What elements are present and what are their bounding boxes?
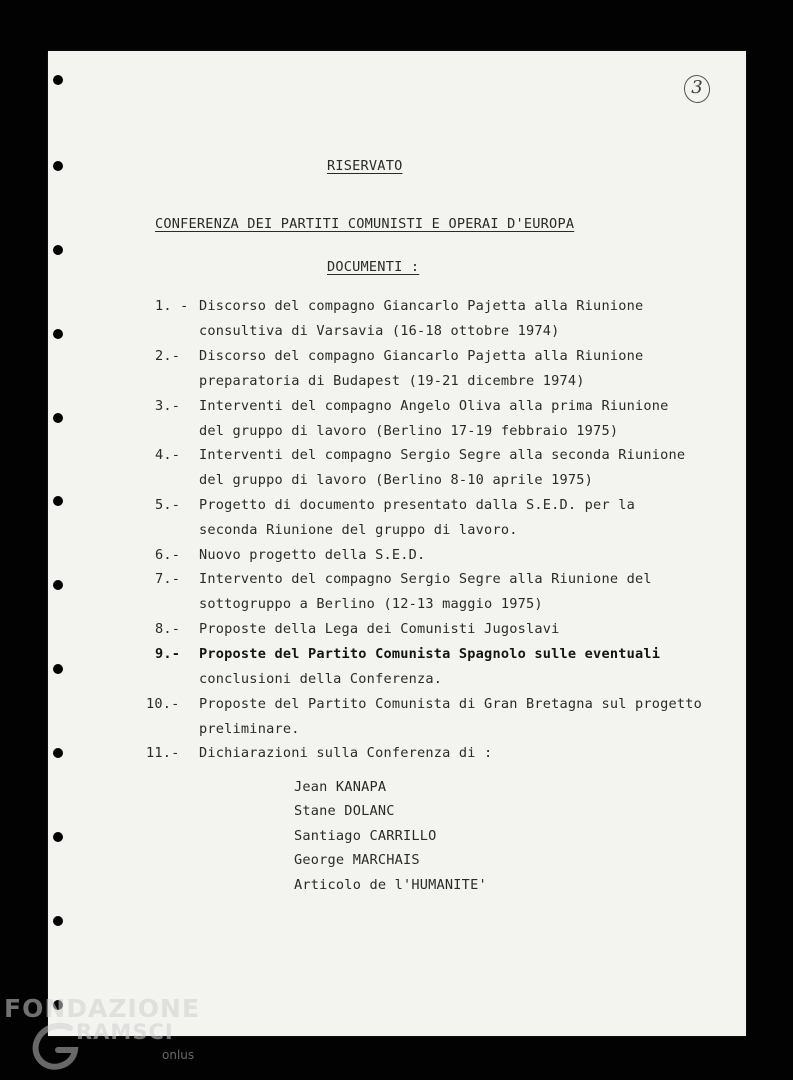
item-number: 10.- (146, 696, 180, 712)
item-text-line: consultiva di Varsavia (16-18 ottobre 1974) (199, 323, 560, 339)
punch-hole (53, 413, 63, 423)
item-number: 1. - (155, 298, 189, 314)
item-text-line: seconda Riunione del gruppo di lavoro. (199, 522, 518, 538)
punch-hole (53, 748, 63, 758)
punch-hole (53, 664, 63, 674)
item-text-line: Progetto di documento presentato dalla S.E.D. per la (199, 497, 635, 513)
item-text-line: Discorso del compagno Giancarlo Pajetta alla Riunione (199, 348, 644, 364)
declaration-name: Articolo de l'HUMANITE' (294, 877, 487, 893)
watermark-line2: RAMSCI (76, 1020, 174, 1044)
punch-hole (53, 832, 63, 842)
declaration-name: George MARCHAIS (294, 852, 420, 868)
documents-label (327, 259, 419, 275)
item-text-line: preparatoria di Budapest (19-21 dicembre 1974) (199, 373, 585, 389)
item-text-line: Proposte della Lega dei Comunisti Jugoslavi (199, 621, 560, 637)
item-text-line: Proposte del Partito Comunista Spagnolo sulle eventuali (199, 646, 661, 662)
foundation-watermark (0, 990, 250, 1080)
foundation-logo-icon (30, 1020, 82, 1072)
item-text-line: Nuovo progetto della S.E.D. (199, 547, 426, 563)
declaration-name: Jean KANAPA (294, 779, 387, 795)
item-number: 4.- (155, 447, 181, 463)
item-number: 3.- (155, 398, 181, 414)
item-text-line: Discorso del compagno Giancarlo Pajetta alla Riunione (199, 298, 644, 314)
conference-title: CONFERENZA DEI PARTITI COMUNISTI E OPERAI D'EUROPA (155, 216, 575, 232)
item-number: 8.- (155, 621, 181, 637)
item-text-line: conclusioni della Conferenza. (199, 671, 443, 687)
item-text-line: del gruppo di lavoro (Berlino 17-19 febbraio 1975) (199, 423, 619, 439)
reserved-heading: RISERVATO (327, 158, 403, 174)
item-text-line: preliminare. (199, 721, 300, 737)
item-text-line: Dichiarazioni sulla Conferenza di : (199, 745, 493, 761)
documents-label-text: DOCUMENTI : (327, 259, 420, 275)
item-number: 5.- (155, 497, 181, 513)
item-number: 9.- (155, 646, 181, 662)
punch-hole (53, 496, 63, 506)
punch-hole (53, 75, 63, 85)
punch-hole (53, 580, 63, 590)
item-number: 7.- (155, 571, 181, 587)
punch-hole (53, 916, 63, 926)
declaration-name: Santiago CARRILLO (294, 828, 437, 844)
item-number: 2.- (155, 348, 181, 364)
watermark-line1: FONDAZIONE (4, 994, 201, 1023)
item-number: 6.- (155, 547, 181, 563)
declaration-name: Stane DOLANC (294, 803, 395, 819)
punch-hole (53, 329, 63, 339)
page-number: 3 (691, 77, 703, 98)
punch-hole (53, 245, 63, 255)
item-number: 11.- (146, 745, 180, 761)
item-text-line: Interventi del compagno Angelo Oliva alla prima Riunione (199, 398, 669, 414)
watermark-suffix: onlus (162, 1048, 195, 1062)
item-text-line: Interventi del compagno Sergio Segre alla seconda Riunione (199, 447, 686, 463)
item-text-line: Intervento del compagno Sergio Segre alla Riunione del (199, 571, 652, 587)
item-text-line: del gruppo di lavoro (Berlino 8-10 aprile 1975) (199, 472, 594, 488)
punch-hole (53, 161, 63, 171)
item-text-line: Proposte del Partito Comunista di Gran Bretagna sul progetto (199, 696, 703, 712)
item-text-line: sottogruppo a Berlino (12-13 maggio 1975) (199, 596, 543, 612)
